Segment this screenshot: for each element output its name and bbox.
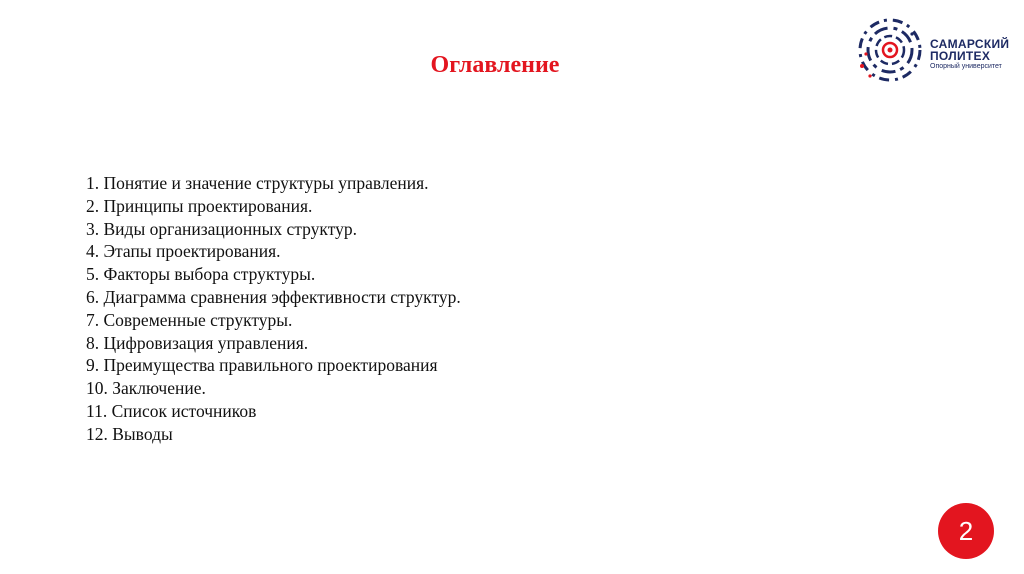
toc-item: 10. Заключение. <box>86 378 206 399</box>
toc-item: 4. Этапы проектирования. <box>86 241 281 262</box>
logo-line-2: ПОЛИТЕХ <box>930 49 991 63</box>
table-of-contents <box>86 172 461 446</box>
toc-item: 1. Понятие и значение структуры управления. <box>86 173 429 193</box>
toc-item: 12. Выводы <box>86 423 173 444</box>
toc-item: 5. Факторы выбора структуры. <box>86 264 316 285</box>
toc-item: 8. Цифровизация управления. <box>86 332 309 353</box>
slide-title: Оглавление <box>430 52 560 78</box>
page-number-badge: 2 <box>938 503 994 559</box>
toc-item: 11. Список источников <box>86 400 257 421</box>
toc-item: 3. Виды организационных структур. <box>86 218 357 239</box>
logo-tagline: Опорный университет <box>930 63 1002 70</box>
toc-item: 6. Диаграмма сравнения эффективности структур. <box>86 286 461 307</box>
toc-item: 2. Принципы проектирования. <box>86 195 313 216</box>
toc-item: 7. Современные структуры. <box>86 309 293 330</box>
logo-line-1: САМАРСКИЙ <box>930 37 1010 51</box>
toc-item: 9. Преимущества правильного проектирования <box>86 355 438 376</box>
